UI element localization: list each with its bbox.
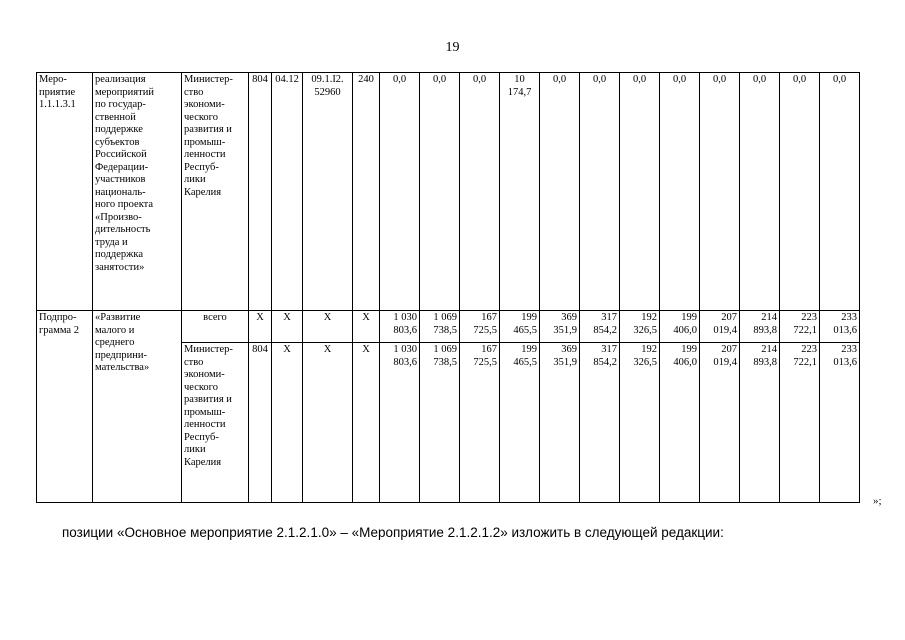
value-cell: 0,0 bbox=[380, 73, 420, 311]
executor-cell: Министер- ство экономи- ческого развития и промыш- ленности Респуб- лики Карелия bbox=[182, 73, 249, 311]
value-cell: 0,0 bbox=[540, 73, 580, 311]
value-cell: 369 351,9 bbox=[540, 311, 580, 343]
value-cell: 214 893,8 bbox=[740, 311, 780, 343]
value-cell: 1 030 803,6 bbox=[380, 343, 420, 503]
code-cell: X bbox=[272, 311, 303, 343]
value-cell: 214 893,8 bbox=[740, 343, 780, 503]
executor-cell: Министер- ство экономи- ческого развития и промыш- ленности Респуб- лики Карелия bbox=[182, 343, 249, 503]
name-cell: реализация мероприятий по государ- ственной поддержке субъектов Российской Федерации- участников националь- ного проекта «Произво- дительность труда и поддержка занятости» bbox=[93, 73, 182, 311]
budget-table bbox=[36, 72, 860, 503]
value-cell: 167 725,5 bbox=[460, 343, 500, 503]
instruction-text: позиции «Основное мероприятие 2.1.2.1.0» – «Мероприятие 2.1.2.1.2» изложить в следующей редакции: bbox=[62, 525, 724, 540]
value-cell: 0,0 bbox=[460, 73, 500, 311]
value-cell: 0,0 bbox=[700, 73, 740, 311]
table-row bbox=[37, 73, 860, 311]
value-cell: 207 019,4 bbox=[700, 311, 740, 343]
code-cell: 09.1.I2. 52960 bbox=[303, 73, 353, 311]
value-cell: 0,0 bbox=[660, 73, 700, 311]
value-cell: 207 019,4 bbox=[700, 343, 740, 503]
code-cell: X bbox=[303, 311, 353, 343]
value-cell: 223 722,1 bbox=[780, 311, 820, 343]
value-cell: 0,0 bbox=[620, 73, 660, 311]
status-cell: Меро- приятие 1.1.1.3.1 bbox=[37, 73, 93, 311]
value-cell: 0,0 bbox=[780, 73, 820, 311]
code-cell: 804 bbox=[249, 343, 272, 503]
value-cell: 0,0 bbox=[820, 73, 860, 311]
value-cell: 192 326,5 bbox=[620, 311, 660, 343]
code-cell: X bbox=[353, 311, 380, 343]
closing-quote: »; bbox=[873, 495, 882, 507]
code-cell: X bbox=[353, 343, 380, 503]
executor-cell: всего bbox=[182, 311, 249, 343]
value-cell: 1 030 803,6 bbox=[380, 311, 420, 343]
value-cell: 233 013,6 bbox=[820, 343, 860, 503]
value-cell: 199 465,5 bbox=[500, 343, 540, 503]
table-row bbox=[37, 311, 860, 343]
value-cell: 0,0 bbox=[420, 73, 460, 311]
status-cell: Подпро- грамма 2 bbox=[37, 311, 93, 503]
value-cell: 199 406,0 bbox=[660, 311, 700, 343]
value-cell: 199 465,5 bbox=[500, 311, 540, 343]
value-cell: 317 854,2 bbox=[580, 343, 620, 503]
value-cell: 0,0 bbox=[580, 73, 620, 311]
code-cell: X bbox=[249, 311, 272, 343]
code-cell: X bbox=[272, 343, 303, 503]
value-cell: 1 069 738,5 bbox=[420, 343, 460, 503]
value-cell: 1 069 738,5 bbox=[420, 311, 460, 343]
code-cell: 804 bbox=[249, 73, 272, 311]
value-cell: 199 406,0 bbox=[660, 343, 700, 503]
name-cell: «Развитие малого и среднего предприни- мательства» bbox=[93, 311, 182, 503]
code-cell: X bbox=[303, 343, 353, 503]
code-cell: 240 bbox=[353, 73, 380, 311]
value-cell: 233 013,6 bbox=[820, 311, 860, 343]
value-cell: 0,0 bbox=[740, 73, 780, 311]
code-cell: 04.12 bbox=[272, 73, 303, 311]
value-cell: 317 854,2 bbox=[580, 311, 620, 343]
value-cell: 192 326,5 bbox=[620, 343, 660, 503]
value-cell: 369 351,9 bbox=[540, 343, 580, 503]
page-number: 19 bbox=[445, 40, 460, 55]
value-cell: 167 725,5 bbox=[460, 311, 500, 343]
value-cell: 10 174,7 bbox=[500, 73, 540, 311]
value-cell: 223 722,1 bbox=[780, 343, 820, 503]
